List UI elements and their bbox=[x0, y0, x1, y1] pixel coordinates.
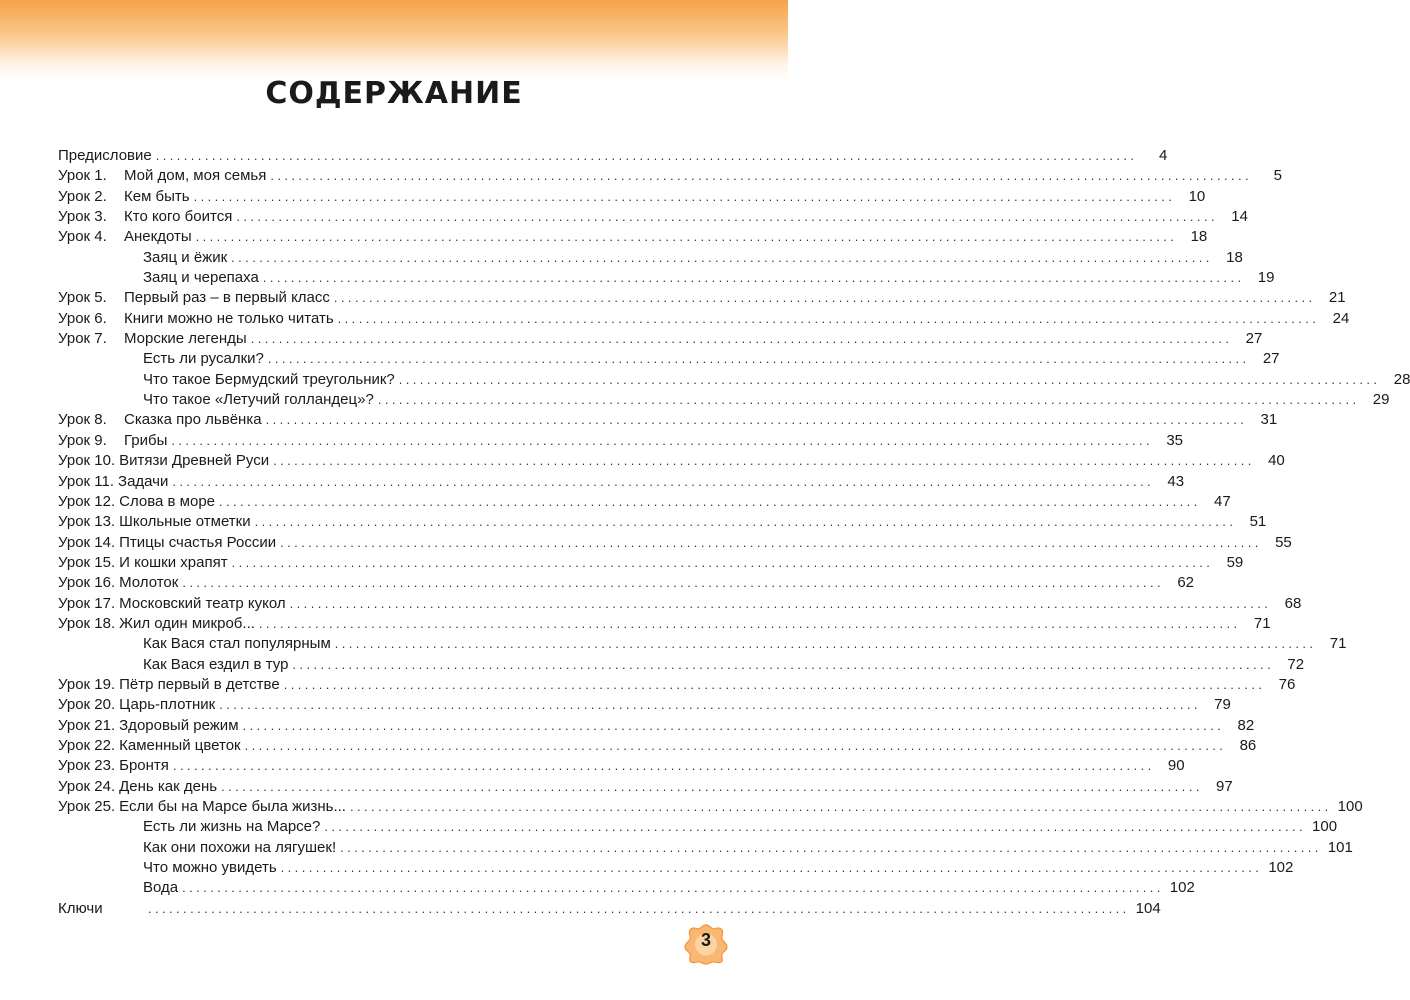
toc-lesson-number: Урок 16. bbox=[58, 574, 116, 592]
toc-entry-title: Жил один микроб... bbox=[119, 614, 255, 632]
toc-entry-title: Как Вася стал популярным bbox=[143, 635, 331, 653]
toc-row bbox=[58, 451, 1285, 471]
toc-entry-title: Птицы счастья России bbox=[119, 533, 277, 551]
toc-page-number: 19 bbox=[1257, 269, 1275, 287]
toc-dot-leader: ............................................................................................................................................ bbox=[172, 473, 1155, 489]
toc-dot-leader: ............................................................................................................................................ bbox=[262, 270, 1245, 286]
toc-entry-title: Анекдоты bbox=[124, 228, 192, 246]
toc-dot-leader: ............................................................................................................................................ bbox=[171, 432, 1154, 448]
toc-row bbox=[58, 227, 1208, 247]
toc-row bbox=[58, 207, 1248, 227]
toc-page-number: 71 bbox=[1329, 635, 1347, 653]
toc-dot-leader: ............................................................................................................................................ bbox=[244, 737, 1227, 753]
toc-row bbox=[58, 309, 1350, 329]
toc-entry-title: Заяц и ёжик bbox=[143, 248, 228, 266]
toc-page-number: 101 bbox=[1327, 838, 1353, 856]
toc-page-number: 59 bbox=[1226, 553, 1244, 571]
toc-row bbox=[58, 756, 1185, 776]
toc-dot-leader: ............................................................................................................................................ bbox=[250, 331, 1233, 347]
toc-dot-leader: ............................................................................................................................................ bbox=[193, 188, 1176, 204]
toc-dot-leader: ............................................................................................................................................ bbox=[242, 717, 1225, 733]
toc-page-number: 86 bbox=[1239, 736, 1257, 754]
toc-page-number: 27 bbox=[1245, 330, 1263, 348]
toc-lesson-number: Урок 6. bbox=[58, 309, 107, 327]
toc-page-number: 40 bbox=[1268, 452, 1285, 470]
toc-entry-title: Царь-плотник bbox=[119, 696, 216, 714]
toc-row bbox=[58, 878, 1195, 898]
toc-entry-title: Школьные отметки bbox=[119, 513, 251, 531]
toc-row bbox=[58, 838, 1353, 858]
toc-row bbox=[58, 390, 1390, 410]
toc-entry-title: Морские легенды bbox=[124, 330, 247, 348]
toc-lesson-number: Урок 23. bbox=[58, 757, 116, 775]
toc-dot-leader: ............................................................................................................................................ bbox=[270, 168, 1252, 184]
toc-entry-title: Бронтя bbox=[119, 757, 169, 775]
toc-page-number: 31 bbox=[1260, 411, 1278, 429]
toc-lesson-number: Урок 1. bbox=[58, 167, 107, 185]
toc-dot-leader: ............................................................................................................................................ bbox=[148, 900, 1130, 916]
toc-lesson-number: Урок 20. bbox=[58, 696, 116, 714]
toc-row bbox=[58, 187, 1206, 207]
toc-lesson-number: Урок 2. bbox=[58, 187, 107, 205]
toc-page-number: 18 bbox=[1226, 248, 1243, 266]
toc-page-number: 5 bbox=[1273, 167, 1282, 185]
toc-lesson-number: Урок 24. bbox=[58, 777, 116, 795]
toc-lesson-number: Урок 7. bbox=[58, 330, 107, 348]
toc-lesson-number: Урок 12. bbox=[58, 492, 116, 510]
toc-dot-leader: ............................................................................................................................................ bbox=[398, 371, 1381, 387]
toc-row bbox=[58, 268, 1275, 288]
toc-dot-leader: ............................................................................................................................................ bbox=[195, 229, 1178, 245]
toc-row bbox=[58, 146, 1168, 166]
toc-row bbox=[58, 166, 1282, 186]
toc-entry-title: И кошки храпят bbox=[119, 553, 228, 571]
toc-row bbox=[58, 288, 1346, 308]
toc-entry-title: Ключи bbox=[58, 899, 103, 917]
toc-page-number: 28 bbox=[1393, 370, 1410, 388]
toc-row bbox=[58, 858, 1294, 878]
toc-page-number: 104 bbox=[1135, 899, 1161, 917]
toc-page-number: 100 bbox=[1337, 798, 1363, 815]
toc-entry-title: Витязи Древней Руси bbox=[119, 452, 270, 470]
toc-entry-title: Предисловие bbox=[58, 147, 152, 164]
toc-entry-title: Есть ли жизнь на Марсе? bbox=[143, 818, 321, 836]
toc-page-number: 55 bbox=[1275, 533, 1292, 551]
toc-dot-leader: ............................................................................................................................................ bbox=[324, 819, 1307, 835]
toc-dot-leader: ............................................................................................................................................ bbox=[280, 534, 1262, 550]
toc-lesson-number: Урок 14. bbox=[58, 533, 116, 551]
toc-row bbox=[58, 472, 1185, 492]
toc-entry-title: Здоровый режим bbox=[119, 716, 239, 734]
toc-row bbox=[58, 410, 1278, 430]
toc-page-number: 24 bbox=[1332, 309, 1350, 327]
toc-row bbox=[58, 573, 1194, 593]
toc-row bbox=[58, 329, 1263, 349]
toc-row bbox=[58, 716, 1255, 736]
toc-row bbox=[58, 797, 1363, 817]
toc-page-number: 18 bbox=[1190, 228, 1208, 246]
toc-row bbox=[58, 899, 1161, 919]
page-title: СОДЕРЖАНИЕ bbox=[265, 76, 523, 111]
toc-lesson-number: Урок 17. bbox=[58, 594, 116, 612]
toc-dot-leader: ............................................................................................................................................ bbox=[280, 860, 1263, 876]
toc-entry-title: Кем быть bbox=[124, 187, 190, 205]
toc-entry-title: Если бы на Марсе была жизнь... bbox=[119, 798, 346, 815]
toc-entry-title: Что такое Бермудский треугольник? bbox=[143, 370, 395, 388]
toc-dot-leader: ............................................................................................................................................ bbox=[219, 697, 1201, 713]
toc-dot-leader: ............................................................................................................................................ bbox=[231, 249, 1213, 265]
toc-page-number: 90 bbox=[1167, 757, 1185, 775]
toc-entry-title: Задачи bbox=[118, 472, 169, 490]
toc-row bbox=[58, 349, 1280, 369]
toc-dot-leader: ............................................................................................................................................ bbox=[289, 595, 1272, 611]
toc-dot-leader: ............................................................................................................................................ bbox=[337, 310, 1320, 326]
toc-dot-leader: ............................................................................................................................................ bbox=[273, 453, 1255, 469]
toc-page-number: 21 bbox=[1328, 289, 1346, 307]
toc-entry-title: Молоток bbox=[119, 574, 179, 592]
toc-entry-title: Вода bbox=[143, 879, 179, 897]
toc-dot-leader: ............................................................................................................................................ bbox=[236, 209, 1218, 225]
toc-dot-leader: ............................................................................................................................................ bbox=[334, 636, 1317, 652]
toc-lesson-number: Урок 22. bbox=[58, 736, 116, 754]
toc-page-number: 4 bbox=[1159, 147, 1168, 164]
toc-entry-title: Что можно увидеть bbox=[143, 859, 277, 877]
toc-page-number: 68 bbox=[1284, 594, 1302, 612]
toc-dot-leader: ............................................................................................................................................ bbox=[221, 778, 1203, 794]
toc-page-number: 79 bbox=[1214, 696, 1231, 714]
toc-row bbox=[58, 248, 1243, 268]
toc-entry-title: Грибы bbox=[124, 431, 168, 449]
toc-lesson-number: Урок 10. bbox=[58, 452, 116, 470]
toc-entry-title: Каменный цветок bbox=[119, 736, 241, 754]
toc-row bbox=[58, 777, 1233, 797]
toc-row bbox=[58, 533, 1292, 553]
toc-lesson-number: Урок 25. bbox=[58, 798, 116, 815]
toc-entry-title: Кто кого боится bbox=[124, 208, 233, 226]
toc-entry-title: Книги можно не только читать bbox=[124, 309, 334, 327]
toc-row bbox=[58, 655, 1305, 675]
toc-page-number: 10 bbox=[1188, 187, 1206, 205]
toc-lesson-number: Урок 8. bbox=[58, 411, 107, 429]
toc-row bbox=[58, 634, 1347, 654]
toc-entry-title: Сказка про львёнка bbox=[124, 411, 262, 429]
toc-dot-leader: ............................................................................................................................................ bbox=[182, 575, 1164, 591]
toc-entry-title: Пётр первый в детстве bbox=[119, 675, 280, 693]
toc-entry-title: Что такое «Летучий голландец»? bbox=[143, 391, 374, 409]
toc-page-number: 14 bbox=[1231, 208, 1248, 226]
toc-dot-leader: ............................................................................................................................................ bbox=[182, 880, 1164, 896]
toc-dot-leader: ............................................................................................................................................ bbox=[377, 392, 1360, 408]
toc-entry-title: Мой дом, моя семья bbox=[124, 167, 267, 185]
toc-lesson-number: Урок 4. bbox=[58, 228, 107, 246]
decorative-header-band bbox=[0, 0, 788, 80]
toc-entry-title: Как они похожи на лягушек! bbox=[143, 838, 337, 856]
toc-entry-title: Есть ли русалки? bbox=[143, 350, 264, 368]
toc-page-number: 97 bbox=[1216, 777, 1233, 795]
toc-lesson-number: Урок 9. bbox=[58, 431, 107, 449]
toc-lesson-number: Урок 3. bbox=[58, 208, 107, 226]
toc-dot-leader: ............................................................................................................................................ bbox=[254, 514, 1237, 530]
toc-dot-leader: ............................................................................................................................................ bbox=[231, 554, 1214, 570]
toc-page-number: 71 bbox=[1253, 614, 1271, 632]
toc-page-number: 27 bbox=[1262, 350, 1280, 368]
toc-entry-title: Как Вася ездил в тур bbox=[143, 655, 289, 673]
toc-page-number: 47 bbox=[1213, 492, 1231, 510]
toc-lesson-number: Урок 18. bbox=[58, 614, 116, 632]
toc-row bbox=[58, 594, 1302, 614]
toc-page-number: 35 bbox=[1166, 431, 1184, 449]
toc-dot-leader: ............................................................................................................................................ bbox=[219, 493, 1201, 509]
toc-page-number: 29 bbox=[1372, 391, 1390, 409]
toc-entry-title: Слова в море bbox=[119, 492, 216, 510]
table-of-contents bbox=[58, 146, 1410, 919]
toc-dot-leader: ............................................................................................................................................ bbox=[265, 412, 1248, 428]
toc-lesson-number: Урок 21. bbox=[58, 716, 116, 734]
toc-dot-leader: ............................................................................................................................................ bbox=[155, 148, 1138, 163]
toc-row bbox=[58, 512, 1267, 532]
toc-page-number: 43 bbox=[1167, 472, 1185, 490]
toc-row bbox=[58, 492, 1231, 512]
toc-row bbox=[58, 370, 1410, 390]
toc-lesson-number: Урок 11. bbox=[58, 472, 115, 490]
toc-row bbox=[58, 817, 1338, 837]
toc-entry-title: Первый раз – в первый класс bbox=[124, 289, 330, 307]
toc-page-number: 100 bbox=[1312, 818, 1338, 836]
toc-dot-leader: ............................................................................................................................................ bbox=[172, 758, 1155, 774]
toc-dot-leader: ............................................................................................................................................ bbox=[292, 656, 1275, 672]
toc-lesson-number: Урок 13. bbox=[58, 513, 116, 531]
toc-page-number: 76 bbox=[1278, 675, 1296, 693]
toc-page-number: 72 bbox=[1287, 655, 1305, 673]
page-number: 3 bbox=[700, 930, 711, 950]
toc-dot-leader: ............................................................................................................................................ bbox=[349, 799, 1332, 814]
toc-lesson-number: Урок 19. bbox=[58, 675, 116, 693]
toc-dot-leader: ............................................................................................................................................ bbox=[333, 290, 1316, 306]
toc-dot-leader: ............................................................................................................................................ bbox=[258, 615, 1241, 631]
toc-dot-leader: ............................................................................................................................................ bbox=[267, 351, 1250, 367]
toc-dot-leader: ............................................................................................................................................ bbox=[340, 839, 1322, 855]
toc-entry-title: Московский театр кукол bbox=[119, 594, 286, 612]
toc-page-number: 82 bbox=[1237, 716, 1255, 734]
toc-row bbox=[58, 695, 1231, 715]
toc-row bbox=[58, 431, 1184, 451]
toc-page-number: 51 bbox=[1249, 513, 1267, 531]
toc-page-number: 62 bbox=[1177, 574, 1194, 592]
toc-page-number: 102 bbox=[1169, 879, 1195, 897]
toc-entry-title: День как день bbox=[119, 777, 218, 795]
toc-row bbox=[58, 675, 1296, 695]
toc-dot-leader: ............................................................................................................................................ bbox=[283, 676, 1266, 692]
toc-row bbox=[58, 614, 1271, 634]
toc-lesson-number: Урок 15. bbox=[58, 553, 116, 571]
toc-lesson-number: Урок 5. bbox=[58, 289, 107, 307]
toc-page-number: 102 bbox=[1268, 859, 1294, 877]
toc-entry-title: Заяц и черепаха bbox=[143, 269, 259, 287]
toc-row bbox=[58, 736, 1257, 756]
toc-row bbox=[58, 553, 1244, 573]
